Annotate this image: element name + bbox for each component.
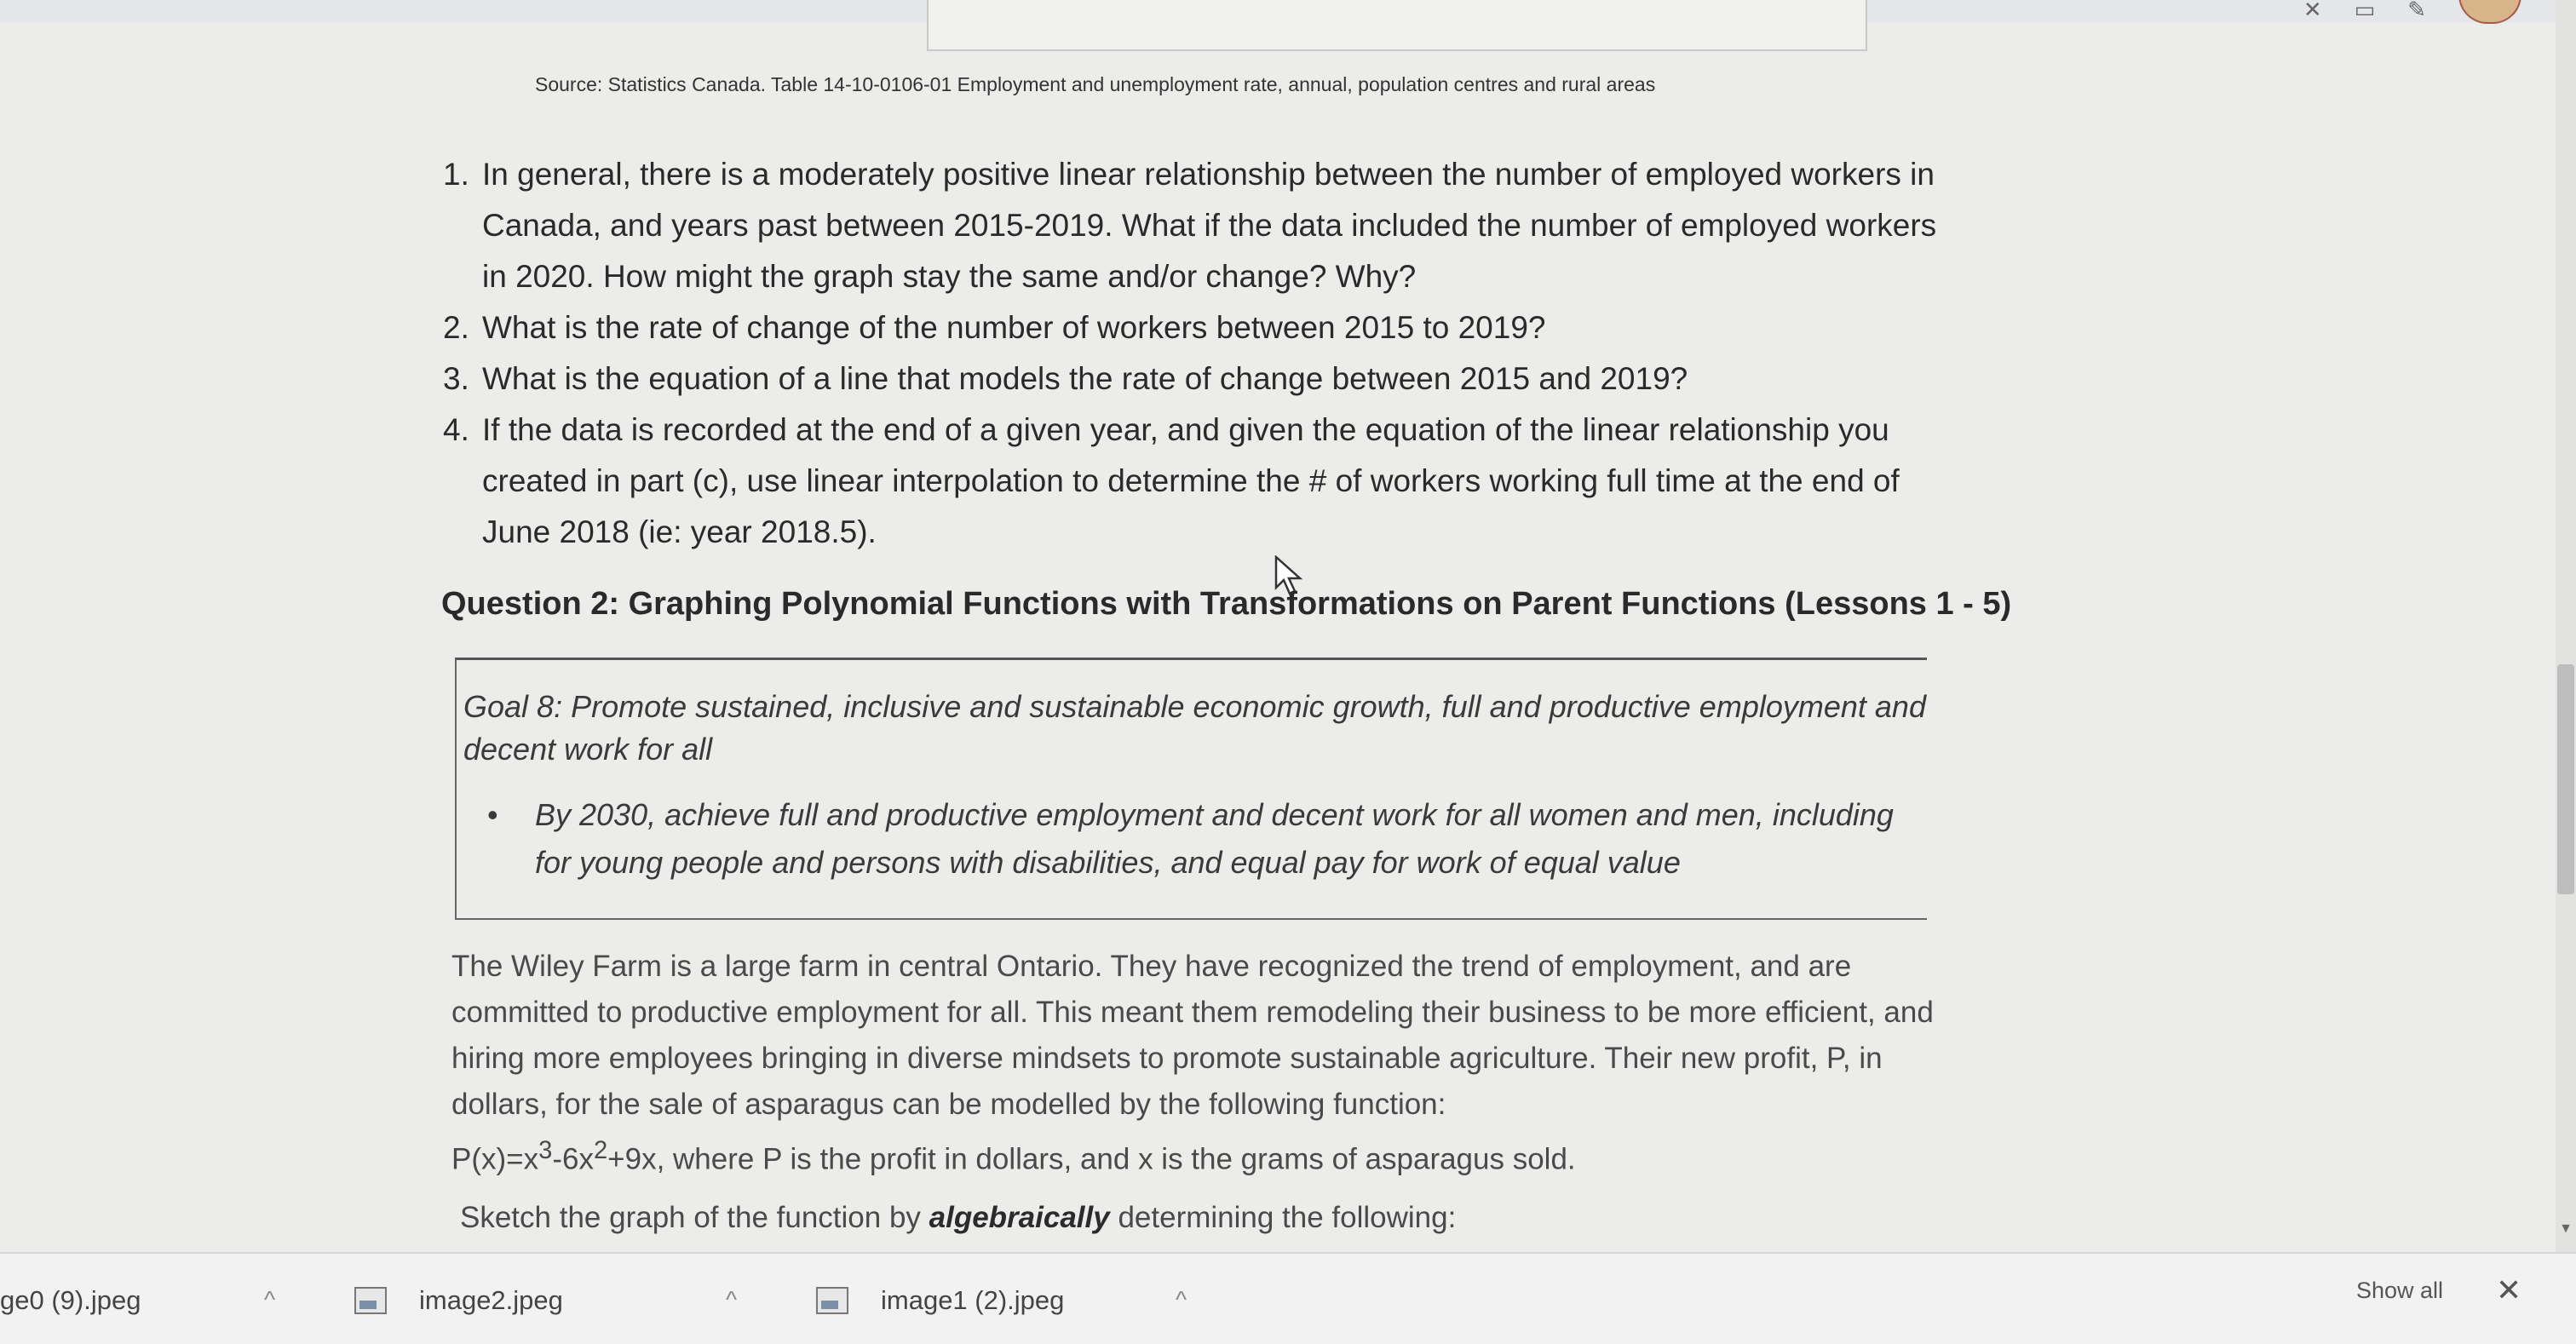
goal-box (455, 658, 1927, 920)
chevron-up-icon[interactable]: ^ (1176, 1286, 1187, 1312)
top-input-box[interactable] (927, 0, 1867, 51)
question-list (443, 149, 1959, 558)
close-icon[interactable]: ✕ (2496, 1272, 2522, 1307)
chevron-up-icon[interactable]: ^ (264, 1286, 276, 1312)
chevron-up-icon[interactable]: ^ (726, 1286, 738, 1312)
download-filename: image1 (2).jpeg (881, 1285, 1065, 1315)
goal-title: Goal 8: Promote sustained, inclusive and sustainable economic growth, full and productive employment and decent work for all (463, 689, 1926, 767)
paragraph-intro: The Wiley Farm is a large farm in central Ontario. They have recognized the trend of employment, and are committed to productive employment for all. This meant them remodeling their business to be more efficient, and hiring more employees bringing in diverse mindsets to promote sustainable agriculture. Their new profit, P, in dollars, for the sale of asparagus can be modelled by the following function: (451, 950, 1934, 1121)
scrollbar[interactable] (2556, 0, 2576, 1252)
list-number: 1. (443, 157, 469, 192)
scrollbar-thumb[interactable] (2557, 664, 2574, 894)
function-start: P(x)=x (451, 1142, 539, 1176)
goal-bullet (463, 791, 1927, 887)
bullet-icon: • (487, 797, 498, 832)
sketch-after: determining the following: (1109, 1201, 1457, 1234)
list-text: What is the rate of change of the number of workers between 2015 to 2019? (482, 310, 1546, 345)
list-text: If the data is recorded at the end of a given year, and given the equation of the linear relationship you created in part (c), use linear interpolation to determine the # of workers working full time at the end of June 2018 (ie: year 2018.5). (482, 412, 1900, 549)
close-icon[interactable]: ✕ (2303, 0, 2322, 22)
top-right-icons (2303, 0, 2521, 22)
list-number: 4. (443, 412, 469, 447)
function-mid: -6x (552, 1142, 594, 1176)
list-item (443, 405, 1959, 558)
goal-bullet-text: By 2030, achieve full and productive employment and decent work for all women and men, including for young people and persons with disabilities, and equal pay for work of equal value (535, 797, 1894, 880)
list-text: In general, there is a moderately positive linear relationship between the number of employed workers in Canada, and years past between 2015-2019. What if the data included the number of employed workers in 2020. How might the graph stay the same and/or change? Why? (482, 157, 1937, 294)
show-all-button[interactable]: Show all (2356, 1278, 2444, 1303)
download-filename: ge0 (9).jpeg (0, 1285, 141, 1315)
list-number: 3. (443, 361, 469, 396)
download-filename: image2.jpeg (419, 1285, 563, 1315)
function-end: +9x, where P is the profit in dollars, and x is the grams of asparagus sold. (607, 1142, 1576, 1176)
problem-paragraph (451, 944, 1951, 1183)
list-text: What is the equation of a line that models the rate of change between 2015 and 2019? (482, 361, 1688, 396)
download-item[interactable] (816, 1279, 1064, 1322)
window-icon[interactable]: ▭ (2354, 0, 2376, 22)
sketch-instruction (460, 1201, 1456, 1235)
sketch-before: Sketch the graph of the function by (460, 1201, 929, 1234)
image-file-icon (816, 1287, 848, 1314)
download-item[interactable] (354, 1279, 563, 1322)
list-item (443, 302, 1959, 353)
scroll-down-arrow-icon[interactable]: ▼ (2559, 1221, 2573, 1236)
download-item[interactable] (0, 1279, 141, 1322)
question-2-heading: Question 2: Graphing Polynomial Functions with Transformations on Parent Functions (Lessons 1 - 5) (441, 586, 2012, 622)
image-file-icon (354, 1287, 387, 1314)
source-citation: Source: Statistics Canada. Table 14-10-0106-01 Employment and unemployment rate, annual, population centres and rural areas (535, 73, 1656, 95)
list-number: 2. (443, 310, 469, 345)
pin-icon[interactable]: ✎ (2407, 0, 2426, 22)
exponent-2: 2 (593, 1137, 608, 1164)
sketch-emphasis: algebraically (929, 1201, 1110, 1234)
exponent-3: 3 (538, 1137, 553, 1164)
downloads-bar (0, 1252, 2576, 1344)
list-item (443, 353, 1959, 405)
list-item (443, 149, 1959, 302)
